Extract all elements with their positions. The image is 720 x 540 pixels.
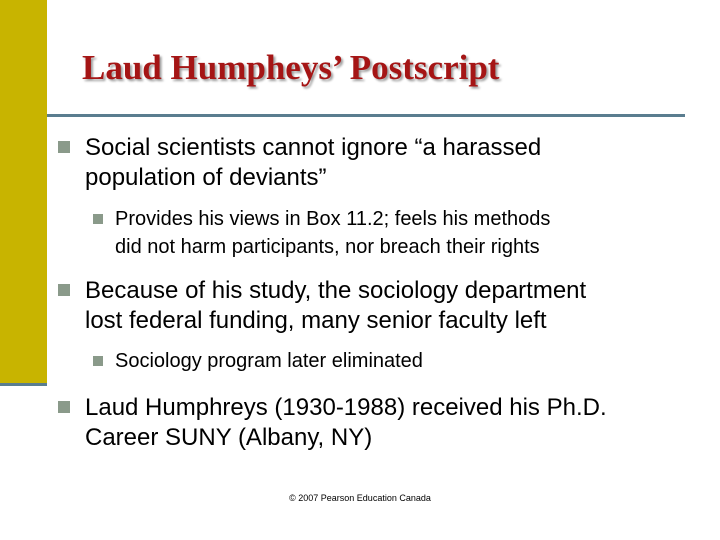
bullet-line: did not harm participants, nor breach their rights xyxy=(115,236,540,258)
bullet-marker-icon xyxy=(58,284,70,296)
left-accent-bar xyxy=(0,0,47,385)
bullet-line: Laud Humphreys (1930-1988) received his Ph.D. xyxy=(85,394,607,421)
sub-bullet-marker-icon xyxy=(93,356,103,366)
bullet-item xyxy=(85,393,607,453)
bullet-line: Sociology program later eliminated xyxy=(115,350,423,372)
sub-bullet-marker-icon xyxy=(93,214,103,224)
sub-bullet-item xyxy=(115,205,550,261)
sub-bullet-item xyxy=(115,347,423,375)
left-divider xyxy=(0,383,47,386)
bullet-line: Social scientists cannot ignore “a harassed xyxy=(85,134,542,161)
bullet-line: Because of his study, the sociology department xyxy=(85,277,587,304)
copyright-footer: © 2007 Pearson Education Canada xyxy=(289,493,431,503)
bullet-item xyxy=(85,133,541,193)
title-divider xyxy=(47,114,685,117)
bullet-line: lost federal funding, many senior faculty left xyxy=(85,307,547,334)
bullet-line: population of deviants” xyxy=(85,164,327,191)
slide-title: Laud Humpheys’ Postscript xyxy=(82,48,500,87)
bullet-line: Career SUNY (Albany, NY) xyxy=(85,424,373,451)
bullet-item xyxy=(85,276,586,336)
bullet-marker-icon xyxy=(58,401,70,413)
bullet-marker-icon xyxy=(58,141,70,153)
bullet-line: Provides his views in Box 11.2; feels his methods xyxy=(115,208,551,230)
